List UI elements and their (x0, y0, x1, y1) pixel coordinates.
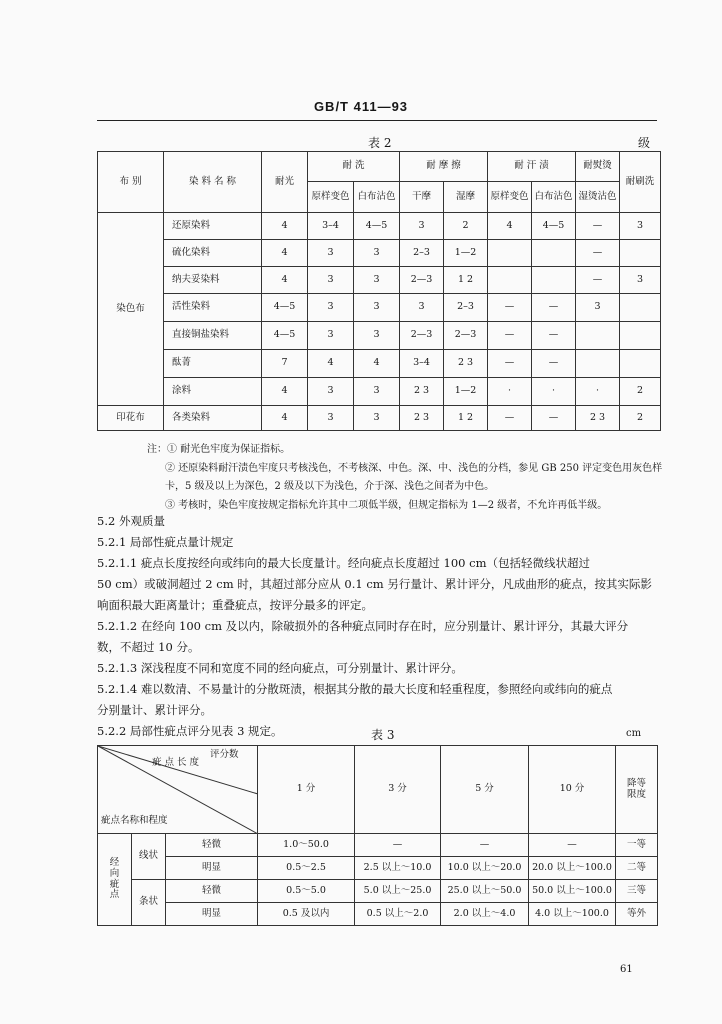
cell: — (532, 350, 576, 378)
table2-notes (147, 441, 667, 515)
cell: · (532, 378, 576, 406)
paragraph-line: 响面积最大距离量计；重叠疵点，按评分最多的评定。 (97, 598, 373, 612)
group-printed: 印花布 (98, 406, 164, 431)
cell: 0.5～5.0 (258, 880, 355, 903)
cell: — (532, 294, 576, 322)
paragraph-line: 5.2.1.4 难以数清、不易量计的分散斑渍，根据其分散的最大长度和轻重程度，参照经向或纬向的疵点 (97, 682, 613, 696)
cell (620, 322, 661, 350)
cell: 3–4 (308, 213, 354, 240)
strip-type: 条状 (132, 880, 166, 926)
cell (532, 240, 576, 267)
cell: 2 3 (400, 406, 444, 431)
cell (620, 294, 661, 322)
cell: 4 (262, 406, 308, 431)
note-2b: 卡，5 级及以上为深色，2 级及以下为浅色，介于深、浅色之间者为中色。 (165, 481, 495, 492)
cell: 4—5 (262, 322, 308, 350)
sub-header: 原样变色 (488, 182, 532, 213)
group-dyed: 染色布 (98, 213, 164, 406)
col-1pt: 1 分 (258, 746, 355, 834)
cell: 3 (400, 213, 444, 240)
cell: 3 (308, 406, 354, 431)
cell: 2–3 (444, 294, 488, 322)
limit: 一等 (616, 834, 658, 857)
cell: 3 (400, 294, 444, 322)
cell: 1—2 (444, 240, 488, 267)
cell: 3 (354, 378, 400, 406)
cell: 2—3 (400, 322, 444, 350)
cell: 1—2 (444, 378, 488, 406)
cell: 4 (354, 350, 400, 378)
cell: 3–4 (400, 350, 444, 378)
col-3pt: 3 分 (355, 746, 441, 834)
sub-header: 原样变色 (308, 182, 354, 213)
cell: 2 (620, 406, 661, 431)
paragraph-line: 数，不超过 10 分。 (97, 640, 200, 654)
header-rule (97, 120, 657, 121)
paragraph-line: 5.2.1.1 疵点长度按经向或纬向的最大长度量计。经向疵点长度超过 100 cm（包括轻微线状超过 (97, 556, 590, 570)
dye-name: 纳夫妥染料 (164, 267, 262, 294)
dye-name: 还原染料 (164, 213, 262, 240)
cell: 10.0 以上～20.0 (441, 857, 529, 880)
cell: — (576, 267, 620, 294)
page-number: 61 (620, 964, 633, 975)
cell: 4.0 以上～100.0 (529, 903, 616, 926)
sub-header: 白布沾色 (532, 182, 576, 213)
cell: — (488, 406, 532, 431)
section-5-2: 5.2 外观质量 (97, 514, 165, 528)
cell: 7 (262, 350, 308, 378)
note-1: 注：① 耐光色牢度为保证指标。 (147, 444, 291, 455)
degree: 明显 (166, 857, 258, 880)
cell: — (488, 322, 532, 350)
cell: 3 (620, 213, 661, 240)
cell: 2–3 (400, 240, 444, 267)
cell: 1 2 (444, 406, 488, 431)
dye-name: 活性染料 (164, 294, 262, 322)
cell: 20.0 以上～100.0 (529, 857, 616, 880)
cell (488, 267, 532, 294)
section-5-2-1: 5.2.1 局部性疵点量计规定 (97, 535, 234, 549)
paragraph-line: 5.2.1.3 深浅程度不同和宽度不同的经向疵点，可分别量计、累计评分。 (97, 661, 463, 675)
section-text (97, 511, 662, 742)
degree: 轻微 (166, 880, 258, 903)
line-type: 线状 (132, 834, 166, 880)
cell (620, 240, 661, 267)
cell: 2—3 (400, 267, 444, 294)
group-warp: 经向疵点 (98, 834, 132, 926)
sub-header: 湿摩 (444, 182, 488, 213)
cell: · (488, 378, 532, 406)
cell: — (488, 294, 532, 322)
cell: — (355, 834, 441, 857)
cell: 2 (620, 378, 661, 406)
section-5-2-2: 5.2.2 局部性疵点评分见表 3 规定。 (97, 724, 283, 738)
dye-name: 硫化染料 (164, 240, 262, 267)
cell: — (532, 406, 576, 431)
cell: 2—3 (444, 322, 488, 350)
table2-unit: 级 (638, 136, 651, 150)
cell: 4 (488, 213, 532, 240)
cell: 4—5 (354, 213, 400, 240)
note-3: ③ 考核时，染色牢度按规定指标允许其中二项低半级，但规定指标为 1—2 级者，不允许再低半级。 (165, 499, 608, 511)
cell: 2 3 (576, 406, 620, 431)
col-naimoca: 耐 摩 擦 (400, 152, 488, 182)
cell: 4 (262, 267, 308, 294)
cell: 3 (308, 378, 354, 406)
col-naihan: 耐 汗 渍 (488, 152, 576, 182)
cell: 3 (354, 267, 400, 294)
cell (620, 350, 661, 378)
paragraph-line: 分别量计、累计评分。 (97, 703, 212, 717)
cell (488, 240, 532, 267)
table3-unit: cm (626, 728, 642, 739)
header-length: 疵 点 长 度 (152, 757, 200, 768)
col-naishuaxi: 耐刷洗 (620, 152, 661, 213)
cell: 3 (308, 294, 354, 322)
cell: 3 (620, 267, 661, 294)
header-name: 疵点名称和程度 (101, 815, 168, 826)
dye-name: 涂料 (164, 378, 262, 406)
col-naixi: 耐 洗 (308, 152, 400, 182)
cell: 2 (444, 213, 488, 240)
cell: 25.0 以上～50.0 (441, 880, 529, 903)
cell: 3 (308, 322, 354, 350)
cell: 4 (262, 240, 308, 267)
cell: — (576, 213, 620, 240)
cell: · (576, 378, 620, 406)
cell: — (576, 240, 620, 267)
dye-name: 各类染料 (164, 406, 262, 431)
cell: 50.0 以上～100.0 (529, 880, 616, 903)
paragraph-line: 50 cm）或破洞超过 2 cm 时，其超过部分应从 0.1 cm 另行量计、累计评分，凡成曲形的疵点，按其实际影 (97, 577, 652, 591)
defect-score-table (97, 745, 658, 926)
cell: 3 (354, 322, 400, 350)
cell (532, 267, 576, 294)
col-ranliao: 染 料 名 称 (164, 152, 262, 213)
cell: — (529, 834, 616, 857)
cell: 4 (262, 213, 308, 240)
col-naiguang: 耐光 (262, 152, 308, 213)
cell: 3 (308, 267, 354, 294)
col-naiyatang: 耐熨烫 (576, 152, 620, 182)
col-lower: 降等限度 (616, 746, 658, 834)
table2-caption: 表 2 (368, 136, 392, 150)
cell: 3 (576, 294, 620, 322)
cell: 3 (354, 406, 400, 431)
limit: 三等 (616, 880, 658, 903)
dye-name: 直接铜盐染料 (164, 322, 262, 350)
cell: 5.0 以上～25.0 (355, 880, 441, 903)
cell: 0.5～2.5 (258, 857, 355, 880)
cell: 2 3 (400, 378, 444, 406)
cell: 2 3 (444, 350, 488, 378)
cell: — (532, 322, 576, 350)
cell: 1 2 (444, 267, 488, 294)
col-5pt: 5 分 (441, 746, 529, 834)
header-score: 评分数 (210, 749, 239, 760)
fastness-table (97, 151, 661, 431)
cell: 3 (308, 240, 354, 267)
cell: 1.0～50.0 (258, 834, 355, 857)
standard-header: GB/T 411—93 (313, 99, 409, 114)
paragraph-line: 5.2.1.2 在经向 100 cm 及以内，除破损外的各种疵点同时存在时，应分别量计、累计评分，其最大评分 (97, 619, 629, 633)
cell (576, 322, 620, 350)
limit: 二等 (616, 857, 658, 880)
sub-header: 湿烫沾色 (576, 182, 620, 213)
cell: 0.5 以上～2.0 (355, 903, 441, 926)
sub-header: 干摩 (400, 182, 444, 213)
diagonal-header (98, 746, 258, 834)
col-bubie: 布 别 (98, 152, 164, 213)
cell: 2.5 以上～10.0 (355, 857, 441, 880)
cell: 4 (308, 350, 354, 378)
cell: 4 (262, 378, 308, 406)
sub-header: 白布沾色 (354, 182, 400, 213)
cell: 0.5 及以内 (258, 903, 355, 926)
cell: 3 (354, 240, 400, 267)
col-10pt: 10 分 (529, 746, 616, 834)
note-2a: ② 还原染料耐汗渍色牢度只考核浅色，不考核深、中色。深、中、浅色的分档，参见 GB 250 评定变色用灰色样 (165, 462, 663, 474)
cell: — (488, 350, 532, 378)
cell: 3 (354, 294, 400, 322)
dye-name: 酞菁 (164, 350, 262, 378)
cell: 2.0 以上～4.0 (441, 903, 529, 926)
cell: 4—5 (262, 294, 308, 322)
degree: 明显 (166, 903, 258, 926)
cell: — (441, 834, 529, 857)
cell: 4—5 (532, 213, 576, 240)
limit: 等外 (616, 903, 658, 926)
cell (576, 350, 620, 378)
table3-caption: 表 3 (371, 728, 395, 742)
degree: 轻微 (166, 834, 258, 857)
